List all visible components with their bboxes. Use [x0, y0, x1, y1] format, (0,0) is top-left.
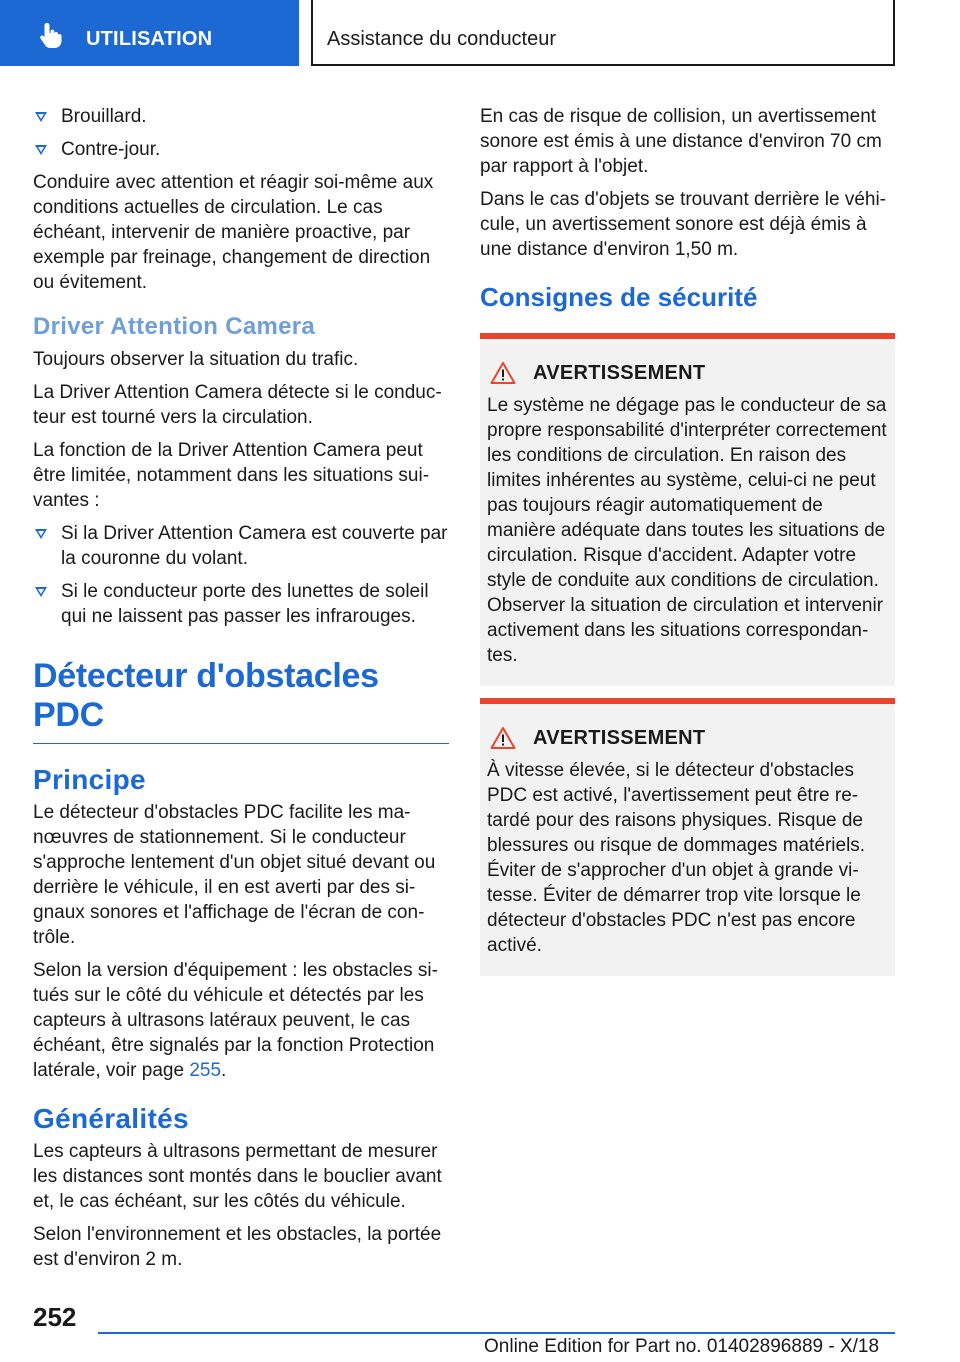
section-tab[interactable] [0, 0, 299, 66]
warning-title [487, 361, 887, 385]
warning-text: À vitesse élevée, si le détecteur d'obstacles PDC est activé, l'avertissement peut être retardé pour des raisons physiques. Risque de blessures ou risque de dommages matériels. Éviter de s'approcher d'un objet à grande vitesse. Éviter de démarrer trop vite lorsque le détecteur d'obstacles PDC n'est pas encore activé. [487, 760, 866, 956]
page-number: 252 [33, 1302, 77, 1332]
list-item [33, 521, 449, 571]
list-item [33, 104, 449, 129]
paragraph-drive: Conduire avec attention et réagir soi-même aux conditions actuelles de circulation. Le cas échéant, intervenir de manière proactive, par exemple par freinage, changement de direction ou évitement. [33, 172, 434, 293]
warning-title-text: AVERTISSEMENT [533, 361, 706, 384]
warning-triangle-icon [490, 361, 516, 385]
right-paragraph-1: En cas de risque de collision, un avertissement sonore est émis à une distance d'environ 70 cm par rapport à l'objet. [480, 106, 882, 177]
generalites-paragraph-2: Selon l'environnement et les obstacles, la portée est d'environ 2 m. [33, 1224, 442, 1270]
hand-pointer-icon [36, 20, 66, 50]
principe-paragraph-1: Le détecteur d'obstacles PDC facilite les manœuvres de stationnement. Si le conducteur s'approche lentement d'un objet situé devant ou derrière le véhicule, il en est averti par des signaux sonores et l'affichage de l'écran de contrôle. [33, 802, 436, 948]
list-item-text: Contre-jour. [61, 139, 161, 160]
principe-text: Selon la version d'équipement : les obstacles situés sur le côté du véhicule et détectés par les capteurs à ultrasons latéraux peuvent, le cas échéant, être signalés par la fonction Protection latérale, voir page [33, 960, 438, 1081]
list-item-text: Si le conducteur porte des lunettes de soleil qui ne laissent pas passer les infrarouges. [61, 581, 429, 627]
dac-paragraph-3: La fonction de la Driver Attention Camera peut être limitée, notamment dans les situations suivantes : [33, 440, 430, 511]
dac-paragraph-1: Toujours observer la situation du trafic. [33, 349, 359, 370]
section-label: UTILISATION [86, 28, 213, 50]
principe-heading: Principe [33, 764, 146, 795]
safety-heading: Consignes de sécurité [480, 282, 758, 312]
chapter-header [311, 0, 895, 66]
right-column [480, 104, 895, 988]
list-item [33, 579, 449, 629]
warning-title-text: AVERTISSEMENT [533, 726, 706, 749]
dac-paragraph-2: La Driver Attention Camera détecte si le conducteur est tourné vers la circulation. [33, 382, 442, 428]
list-item-text: Si la Driver Attention Camera est couverte par la couronne du volant. [61, 523, 448, 569]
principe-paragraph-2 [33, 958, 449, 1083]
generalites-heading: Généralités [33, 1103, 189, 1134]
warning-text: Le système ne dégage pas le conducteur de sa propre responsabilité d'interpréter correctement les conditions de circulation. En raison des limites inhérentes au système, celui-ci ne peut pas toujours réagir automatiquement de manière adéquate dans toutes les situations de circulation. Risque d'accident. Adapter votre style de conduite aux conditions de circulation. Observer la situation de circulation et intervenir activement dans les situations correspondantes. [487, 395, 887, 666]
warning-box [480, 698, 895, 976]
chapter-label: Assistance du conducteur [327, 28, 557, 50]
dac-heading: Driver Attention Camera [33, 313, 316, 340]
warning-box [480, 333, 895, 686]
pdc-heading: Détecteur d'obstacles PDC [33, 657, 449, 744]
warning-triangle-icon [490, 726, 516, 750]
right-paragraph-2: Dans le cas d'objets se trouvant derrière le véhicule, un avertissement sonore est déjà émis à une distance d'environ 1,50 m. [480, 189, 886, 260]
left-column [33, 104, 449, 1280]
page-link[interactable]: 255 [189, 1060, 222, 1081]
triangle-bullet-icon [35, 587, 47, 597]
triangle-bullet-icon [35, 145, 47, 155]
triangle-bullet-icon [35, 529, 47, 539]
generalites-paragraph-1: Les capteurs à ultrasons permettant de mesurer les distances sont montés dans le bouclier avant et, le cas échéant, sur les côtés du véhicule. [33, 1141, 442, 1212]
triangle-bullet-icon [35, 112, 47, 122]
edition-text: Online Edition for Part no. 01402896889 - X/18 [484, 1336, 880, 1357]
list-item-text: Brouillard. [61, 106, 147, 127]
warning-title [487, 726, 887, 750]
principe-text-end: . [221, 1060, 227, 1081]
list-item [33, 137, 449, 162]
footer-divider [98, 1332, 895, 1334]
